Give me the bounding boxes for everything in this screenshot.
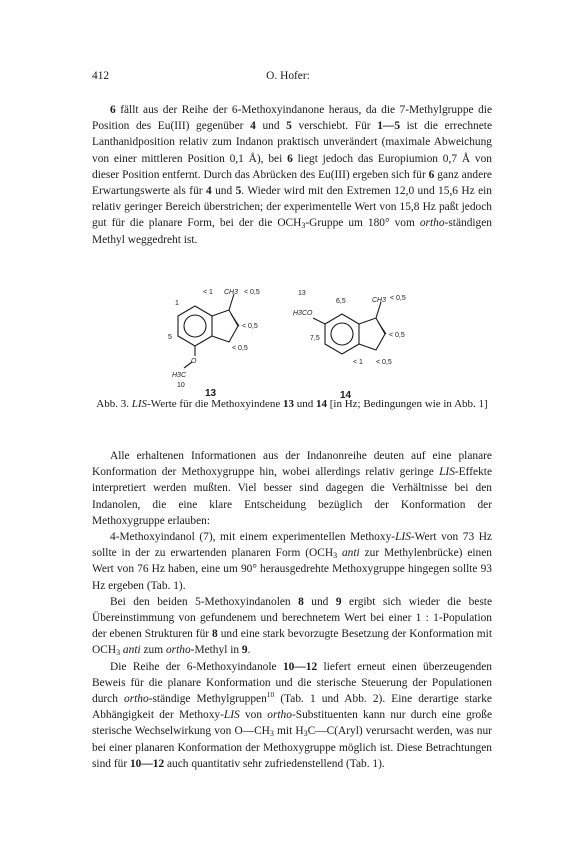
aromatic-circle-14 [331, 323, 353, 345]
structure-figure [150, 284, 440, 404]
compound-label-14: 14 [340, 390, 352, 401]
lis-value-13-a: < 1 [203, 289, 213, 296]
aromatic-circle-13 [184, 315, 206, 337]
benzene-ring-14 [325, 314, 359, 354]
text-block-top [92, 102, 492, 248]
lis-value-14-c: < 0,5 [390, 295, 406, 302]
group-14-h3co: H3CO [293, 310, 313, 317]
methyl-bond-13 [229, 294, 234, 310]
paragraph-2: Alle erhaltenen Informationen aus der Indanonreihe deuten auf eine planare Konformation der Methoxygruppe hin, wobei allerdings relativ geringe LIS-Effekte interpretiert werden mußten. Viel besser sind dagegen die Verhältnisse bei den Indanolen, die eine klare Entscheidung bezüglich der Konformation der Methoxygruppe erlauben: [92, 450, 492, 527]
paragraph-5: Die Reihe der 6-Methoxyindanole 10—12 liefert erneut einen überzeugenden Beweis für die planare Konformation und die sterische Steuerung der Populationen durch ortho-ständige Methylgruppen$^{10}$ (Tab. 1 und Abb. 2). Eine derartige starke Abhängigkeit der Methoxy-LIS von ortho-Substituenten kann nur durch eine große sterische Wechselwirkung von $O—CH_3$ mit $H_3C—C(Aryl)$ verursacht werden, was nur bei einer planaren Konformation der Methoxygruppe möglich ist. Diese Betrachtungen sind für 10—12 auch quantitativ sehr zufriedenstellend (Tab. 1). [92, 660, 493, 770]
methyl-bond-14 [376, 302, 381, 318]
methoxy-bond-14 [313, 318, 325, 324]
lis-value-13-d: 5 [168, 334, 172, 341]
lis-value-14-a: 13 [298, 290, 306, 297]
group-13-h3c: H3C [172, 372, 187, 379]
group-13-o: O [191, 358, 197, 365]
group-13-ch3: CH3 [224, 289, 239, 296]
five-ring-14 [359, 318, 385, 350]
text-block-bottom [92, 448, 492, 772]
five-ring-13 [212, 310, 238, 342]
group-14-ch3: CH3 [372, 297, 387, 304]
compound-label-13: 13 [205, 388, 217, 399]
running-header [92, 70, 484, 86]
running-author: O. Hofer: [266, 70, 310, 82]
paragraph-1: 6 fällt aus der Reihe der 6-Methoxyindanone heraus, da die 7-Methylgruppe die Position des Eu(III) gegenüber 4 und 5 verschiebt. Für 1—5 ist die errechnete Lanthanidposition relativ zum Indanon praktisch unverändert (maximale Abweichung von einer mittleren Position 0,1 Å), bei 6 liegt jedoch das Europiumion 0,7 Å von dieser Position entfernt. Durch das Abrücken des Eu(III) ergeben sich für 6 ganz andere Erwartungswerte als für 4 und 5. Wieder wird mit den Extremen 12,0 und 15,6 Hz ein relativ geringer Bereich überstrichen; der experimentelle Wert von 15,8 Hz paßt jedoch gut für die planare Form, bei der die $OCH_3$-Gruppe um 180° vom ortho-ständigen Methyl weggedreht ist. [92, 104, 492, 246]
lis-value-14-e: 7,5 [310, 335, 320, 342]
lis-value-13-b: 1 [175, 300, 179, 307]
benzene-ring-13 [178, 306, 212, 346]
lis-value-13-c: < 0,5 [244, 289, 260, 296]
lis-value-14-b: 6,5 [336, 298, 346, 305]
lis-value-14-d: < 0,5 [389, 332, 405, 339]
paragraph-3: 4-Methoxyindanol (7), mit einem experimentellen Methoxy-LIS-Wert von 73 Hz sollte in der zu erwartenden planaren Form ($OCH_3$ anti zur Methylenbrücke) einen Wert von 76 Hz haben, eine um 90° herausgedrehte Methoxygruppe hingegen sollte 93 Hz ergeben (Tab. 1). [92, 531, 492, 592]
paragraph-4: Bei den beiden 5-Methoxyindanolen 8 und 9 ergibt sich wieder die beste Übereinstimmung von gefundenem und berechnetem Wert bei einer 1 : 1-Population der ebenen Strukturen für 8 und eine stark bevorzugte Besetzung der Konformation mit $OCH_3$ anti zum ortho-Methyl in 9. [92, 595, 492, 658]
lis-value-13-f: < 0,5 [232, 345, 248, 352]
page-number: 412 [92, 70, 110, 82]
lis-value-14-f: < 1 [353, 359, 363, 366]
figure-abb-3 [150, 284, 440, 404]
lis-value-13-g: 10 [177, 382, 185, 389]
figure-caption: Abb. 3. LIS-Werte für die Methoxyindene 13 und 14 [in Hz; Bedingungen wie in Abb. 1] [96, 398, 488, 410]
lis-value-14-g: < 0,5 [376, 359, 392, 366]
lis-value-13-e: < 0,5 [242, 323, 258, 330]
